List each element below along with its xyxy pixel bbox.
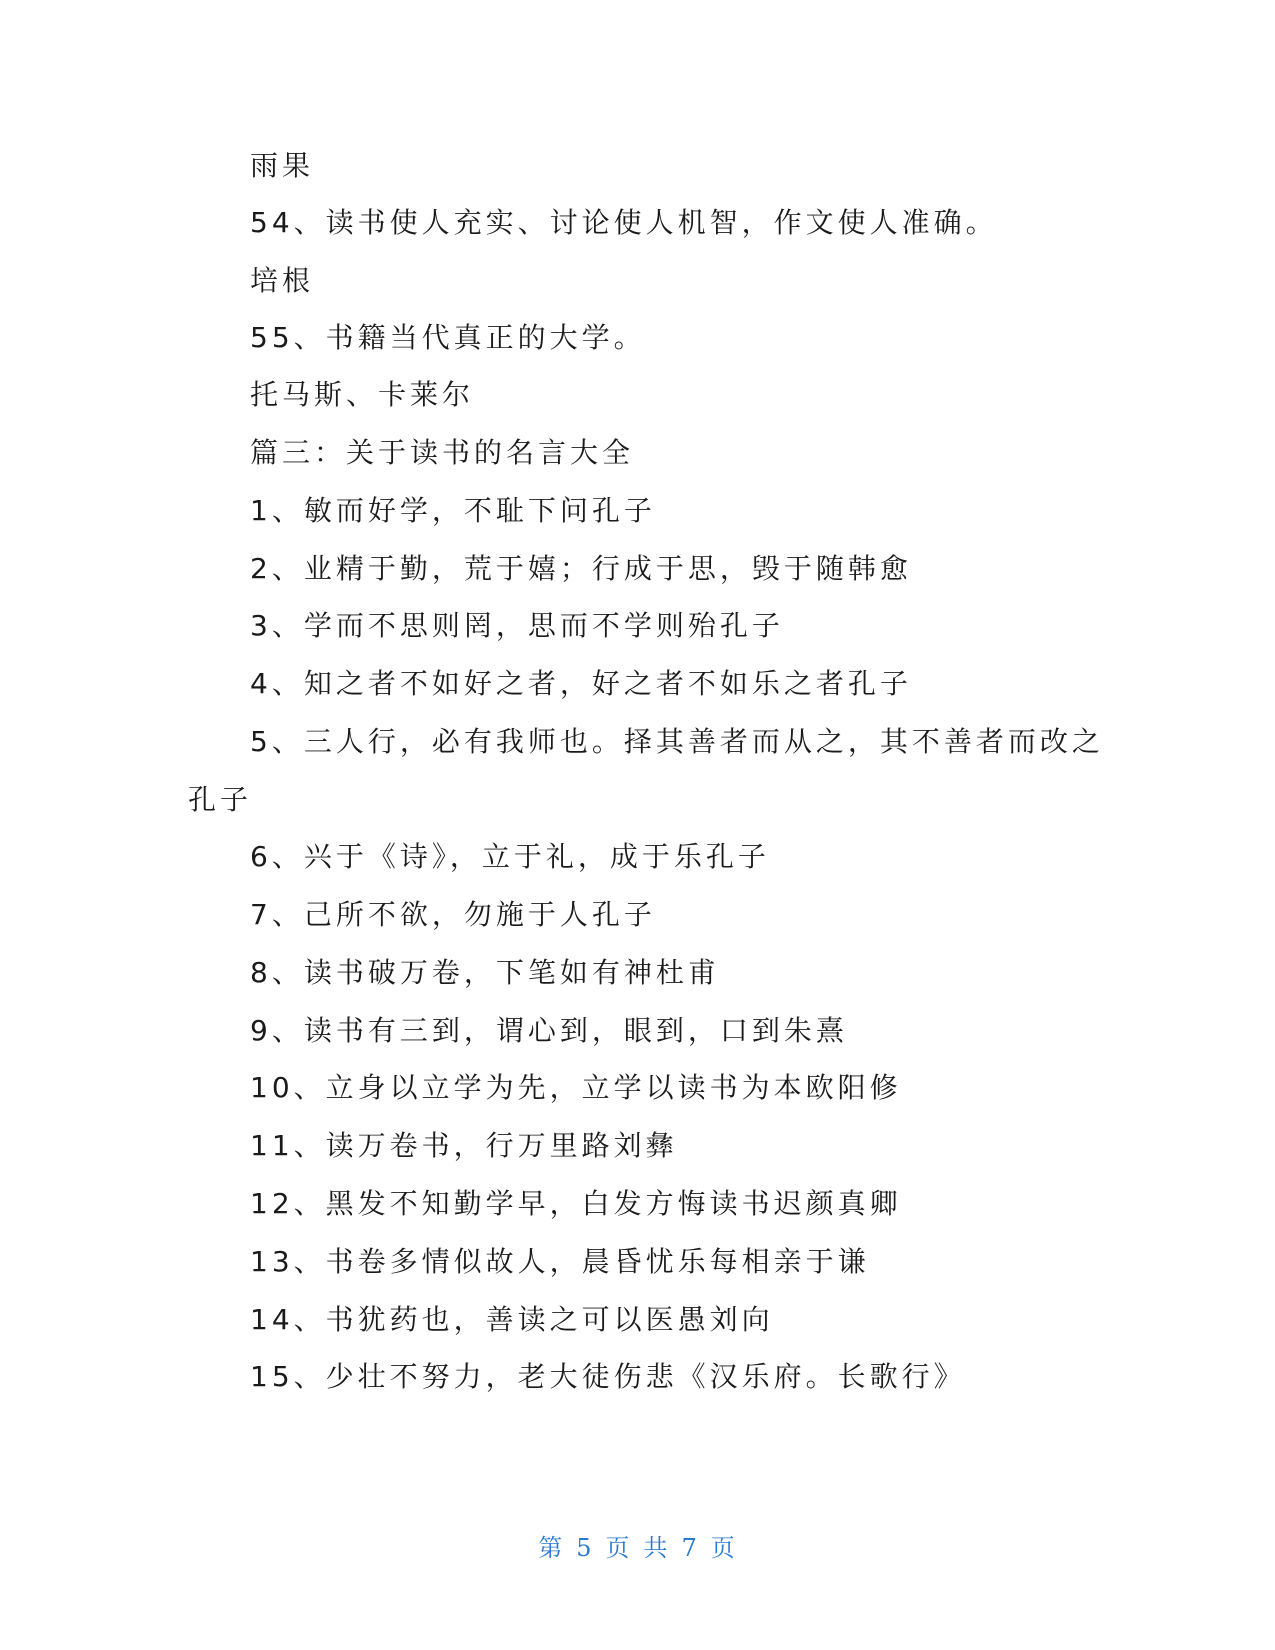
quote-line: 1、敏而好学，不耻下问孔子 bbox=[250, 494, 656, 527]
quote-line-continuation: 孔子 bbox=[188, 783, 253, 816]
section-heading: 篇三：关于读书的名言大全 bbox=[250, 436, 635, 469]
footer-total-unit: 页 bbox=[710, 1534, 737, 1562]
quote-line: 13、书卷多情似故人，晨昏忧乐每相亲于谦 bbox=[250, 1245, 870, 1278]
quote-line: 54、读书使人充实、讨论使人机智，作文使人准确。 bbox=[250, 206, 998, 239]
quote-line: 7、己所不欲，勿施于人孔子 bbox=[250, 898, 656, 931]
quote-line: 12、黑发不知勤学早，白发方悔读书迟颜真卿 bbox=[250, 1187, 902, 1220]
quote-line: 3、学而不思则罔，思而不学则殆孔子 bbox=[250, 609, 784, 642]
quote-line: 4、知之者不如好之者，好之者不如乐之者孔子 bbox=[250, 667, 912, 700]
page-footer bbox=[0, 1528, 1275, 1563]
footer-total-pages: 7 bbox=[681, 1534, 699, 1562]
quote-line: 9、读书有三到，谓心到，眼到，口到朱熹 bbox=[250, 1014, 848, 1047]
quote-line: 10、立身以立学为先，立学以读书为本欧阳修 bbox=[250, 1071, 902, 1104]
quote-line: 55、书籍当代真正的大学。 bbox=[250, 321, 646, 354]
footer-page-unit: 页 bbox=[605, 1534, 632, 1562]
quote-line: 2、业精于勤，荒于嬉；行成于思，毁于随韩愈 bbox=[250, 552, 912, 585]
author-line: 托马斯、卡莱尔 bbox=[250, 378, 475, 411]
quote-line: 6、兴于《诗》，立于礼，成于乐孔子 bbox=[250, 840, 770, 873]
footer-page-label: 第 bbox=[538, 1534, 565, 1562]
footer-page-number: 5 bbox=[576, 1534, 594, 1562]
author-line: 培根 bbox=[250, 264, 315, 297]
quote-line: 15、少壮不努力，老大徒伤悲《汉乐府。长歌行》 bbox=[250, 1360, 966, 1393]
quote-line: 11、读万卷书，行万里路刘彝 bbox=[250, 1129, 678, 1162]
author-line: 雨果 bbox=[250, 149, 315, 182]
quote-line: 14、书犹药也，善读之可以医愚刘向 bbox=[250, 1303, 774, 1336]
quote-line: 5、三人行，必有我师也。择其善者而从之，其不善者而改之 bbox=[250, 725, 1104, 758]
quote-line: 8、读书破万卷，下笔如有神杜甫 bbox=[250, 956, 720, 989]
footer-total-label: 共 bbox=[643, 1534, 670, 1562]
